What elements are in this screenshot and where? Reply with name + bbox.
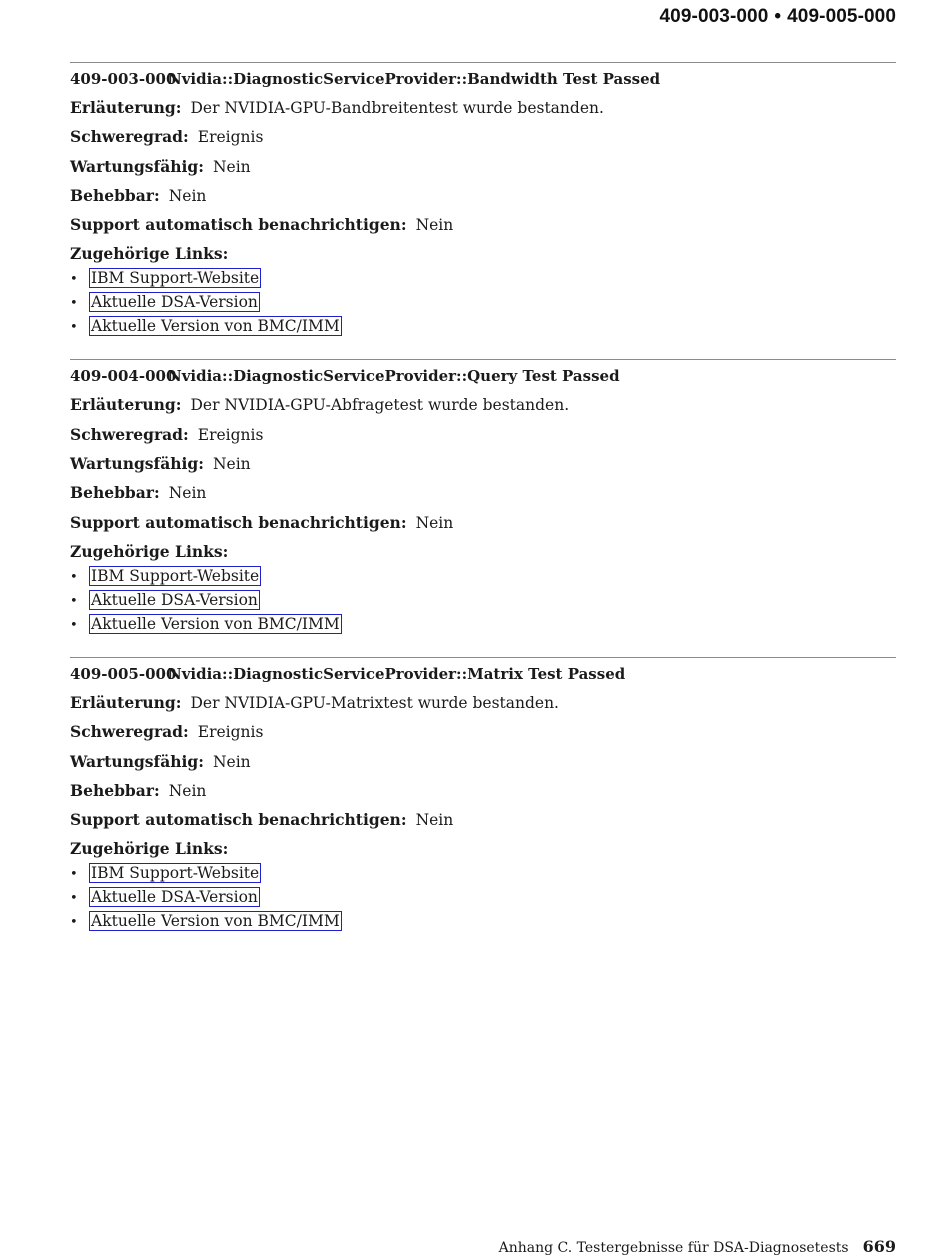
entry-code: 409-005-000 bbox=[70, 664, 177, 683]
recoverable-label: Behebbar: bbox=[70, 780, 160, 800]
explanation-text: Der NVIDIA-GPU-Bandbreitentest wurde bestanden. bbox=[190, 99, 604, 117]
entry-title bbox=[70, 663, 896, 685]
related-links-heading: Zugehörige Links: bbox=[70, 244, 229, 264]
explanation-label: Erläuterung: bbox=[70, 395, 182, 415]
list-item bbox=[70, 267, 896, 289]
notify-support-value: Nein bbox=[415, 216, 454, 235]
severity-label: Schweregrad: bbox=[70, 127, 189, 147]
header-range-end: 409-005-000 bbox=[787, 6, 896, 27]
notify-support-row bbox=[70, 809, 896, 831]
bullet-icon: • bbox=[70, 891, 78, 907]
ibm-support-link[interactable]: IBM Support-Website bbox=[91, 269, 260, 288]
bmc-imm-version-link[interactable]: Aktuelle Version von BMC/IMM bbox=[91, 614, 340, 633]
notify-support-value: Nein bbox=[415, 811, 454, 830]
notify-support-row bbox=[70, 512, 896, 534]
entry-title bbox=[70, 365, 896, 387]
serviceable-row bbox=[70, 156, 896, 178]
notify-support-row bbox=[70, 214, 896, 236]
severity-label: Schweregrad: bbox=[70, 424, 189, 444]
explanation-label: Erläuterung: bbox=[70, 692, 182, 712]
footer-chapter-title: Anhang C. Testergebnisse für DSA-Diagnosetests bbox=[498, 1240, 849, 1256]
explanation-text: Der NVIDIA-GPU-Matrixtest wurde bestanden. bbox=[190, 693, 559, 712]
recoverable-row bbox=[70, 780, 896, 802]
list-item bbox=[70, 886, 896, 908]
serviceable-value: Nein bbox=[212, 752, 251, 771]
related-links-list bbox=[70, 862, 896, 932]
list-item bbox=[70, 862, 896, 884]
bullet-icon: • bbox=[70, 320, 78, 336]
page-number: 669 bbox=[862, 1237, 896, 1256]
bullet-icon: • bbox=[70, 867, 78, 883]
recoverable-label: Behebbar: bbox=[70, 483, 160, 503]
explanation-row bbox=[70, 97, 896, 119]
header-separator: • bbox=[774, 6, 782, 27]
notify-support-label: Support automatisch benachrichtigen: bbox=[70, 810, 407, 830]
notify-support-label: Support automatisch benachrichtigen: bbox=[70, 512, 407, 532]
list-item bbox=[70, 613, 896, 635]
document-body bbox=[70, 62, 896, 954]
recoverable-value: Nein bbox=[168, 781, 207, 800]
entry-name: Nvidia::DiagnosticServiceProvider::Bandwidth Test Passed bbox=[168, 70, 661, 88]
severity-value: Ereignis bbox=[197, 723, 264, 742]
entry-name: Nvidia::DiagnosticServiceProvider::Query Test Passed bbox=[168, 367, 620, 386]
dsa-version-link[interactable]: Aktuelle DSA-Version bbox=[91, 590, 258, 609]
list-item bbox=[70, 910, 896, 932]
entry-code: 409-003-000 bbox=[70, 70, 177, 88]
entry-title bbox=[70, 68, 896, 90]
related-links-list bbox=[70, 565, 896, 635]
running-header bbox=[660, 6, 896, 28]
serviceable-row bbox=[70, 751, 896, 773]
serviceable-value: Nein bbox=[212, 455, 251, 474]
recoverable-row bbox=[70, 185, 896, 207]
message-entry bbox=[70, 62, 896, 337]
header-range-start: 409-003-000 bbox=[659, 6, 769, 27]
serviceable-value: Nein bbox=[212, 157, 251, 176]
list-item bbox=[70, 589, 896, 611]
severity-row bbox=[70, 424, 896, 446]
serviceable-row bbox=[70, 453, 896, 475]
notify-support-label: Support automatisch benachrichtigen: bbox=[70, 215, 407, 235]
list-item bbox=[70, 315, 896, 337]
ibm-support-link[interactable]: IBM Support-Website bbox=[91, 864, 260, 883]
serviceable-label: Wartungsfähig: bbox=[70, 454, 204, 474]
bmc-imm-version-link[interactable]: Aktuelle Version von BMC/IMM bbox=[91, 912, 340, 931]
dsa-version-link[interactable]: Aktuelle DSA-Version bbox=[91, 293, 258, 312]
explanation-label: Erläuterung: bbox=[70, 98, 182, 117]
severity-label: Schweregrad: bbox=[70, 722, 189, 742]
serviceable-label: Wartungsfähig: bbox=[70, 156, 204, 176]
bullet-icon: • bbox=[70, 272, 78, 288]
severity-value: Ereignis bbox=[197, 425, 264, 444]
related-links-heading: Zugehörige Links: bbox=[70, 541, 229, 561]
entry-name: Nvidia::DiagnosticServiceProvider::Matrix Test Passed bbox=[168, 664, 626, 683]
severity-row bbox=[70, 126, 896, 148]
bmc-imm-version-link[interactable]: Aktuelle Version von BMC/IMM bbox=[91, 317, 340, 336]
list-item bbox=[70, 291, 896, 313]
notify-support-value: Nein bbox=[415, 513, 454, 532]
entry-code: 409-004-000 bbox=[70, 367, 177, 386]
message-entry bbox=[70, 359, 896, 634]
severity-value: Ereignis bbox=[197, 128, 264, 147]
severity-row bbox=[70, 721, 896, 743]
recoverable-value: Nein bbox=[168, 484, 207, 503]
bullet-icon: • bbox=[70, 296, 78, 312]
message-entry bbox=[70, 657, 896, 932]
bullet-icon: • bbox=[70, 593, 78, 609]
bullet-icon: • bbox=[70, 915, 78, 931]
bullet-icon: • bbox=[70, 569, 78, 585]
recoverable-label: Behebbar: bbox=[70, 185, 160, 205]
serviceable-label: Wartungsfähig: bbox=[70, 751, 204, 771]
explanation-row bbox=[70, 692, 896, 714]
ibm-support-link[interactable]: IBM Support-Website bbox=[91, 566, 260, 585]
explanation-row bbox=[70, 394, 896, 416]
related-links-list bbox=[70, 267, 896, 337]
bullet-icon: • bbox=[70, 617, 78, 633]
explanation-text: Der NVIDIA-GPU-Abfragetest wurde bestanden. bbox=[190, 396, 570, 415]
related-links-heading: Zugehörige Links: bbox=[70, 839, 229, 859]
recoverable-value: Nein bbox=[168, 186, 207, 205]
page-footer bbox=[499, 1237, 896, 1256]
dsa-version-link[interactable]: Aktuelle DSA-Version bbox=[91, 888, 258, 907]
list-item bbox=[70, 565, 896, 587]
recoverable-row bbox=[70, 482, 896, 504]
